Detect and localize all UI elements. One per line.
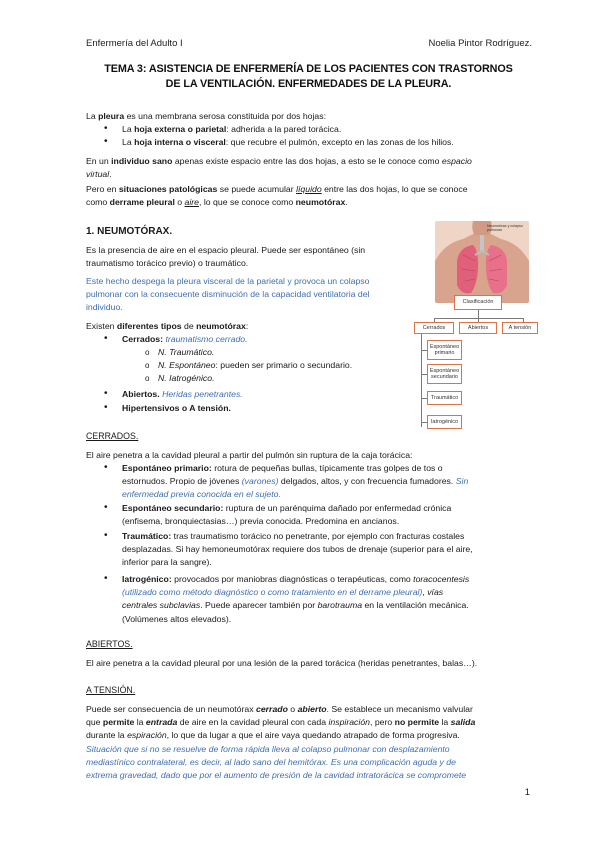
header-course: Enfermería del Adulto I (86, 38, 183, 49)
title-line-1: TEMA 3: ASISTENCIA DE ENFERMERÍA DE LOS PACIENTES CON TRASTORNOS (104, 63, 513, 75)
abiertos-text: El aire penetra a la cavidad pleural por una lesión de la pared torácica (heridas penetrantes, balas…). (86, 658, 478, 668)
cerrados-iatrogenico: Iatrogénico: provocados por maniobras diagnósticas o terapéuticas, como toracocentesis (utilizado como método diagnóstico o como tratamiento en el derrame pleural), vías centrales subclavias. Puede aparecer también por barotrauma en la ventilación mecánica. (Volúmenes altos elevados). (122, 574, 470, 624)
sub-bullet-circle: o (145, 361, 150, 370)
bullet-dot: • (104, 388, 108, 399)
connector (421, 334, 422, 427)
cerrados-espontaneo-secundario: Espontáneo secundario: ruptura de un parénquima dañado por enfermedad crónica (enfisema, bronquiectasias…) previa conocida. Predomina en ancianos. (122, 503, 452, 527)
heading-tension: A TENSIÓN. (86, 685, 136, 695)
intro-paragraph-1: La pleura es una membrana serosa constituida por dos hojas: (86, 111, 327, 121)
neumotorax-blue-note: Este hecho despega la pleura visceral de la parietal y provoca un colapso pulmonar con la consecuente disminución de la capacidad ventilatoria del individuo. (86, 276, 370, 313)
diagram-root: Clasificación (454, 295, 502, 310)
bullet-dot: • (104, 333, 108, 344)
type-cerrados: Cerrados: traumatismo cerrado. (122, 334, 248, 344)
lung-anatomy-image (435, 221, 529, 303)
bullet-dot: • (104, 502, 108, 513)
heading-abiertos: ABIERTOS. (86, 639, 133, 649)
neumotorax-definition: Es la presencia de aire en el espacio pleural. Puede ser espontáneo (sin traumatismo torácico previo) o traumático. (86, 245, 366, 269)
bullet-dot: • (104, 402, 108, 413)
subtype-iatrogenico: N. Iatrogénico. (158, 373, 215, 383)
cerrados-intro: El aire penetra a la cavidad pleural a partir del pulmón sin ruptura de la caja torácica: (86, 450, 413, 460)
bullet-dot: • (104, 123, 108, 134)
type-hipertensivos: Hipertensivos o A tensión. (122, 403, 231, 413)
diagram-espontaneo-primario: Espontáneo primario (427, 340, 462, 360)
intro-paragraph-2: En un individuo sano apenas existe espacio entre las dos hojas, a esto se le conoce como espacio virtual. (86, 156, 472, 180)
bullet-dot: • (104, 530, 108, 541)
tension-blue-note: Situación que si no se resuelve de forma rápida lleva al colapso pulmonar con desplazamiento mediastínico contralateral, es decir, al lado sano del hemitórax. Es una complicación aguda y de extrema gravedad, dado que por el aumento de presión de la cavidad intratorácica se compromete (86, 744, 467, 781)
intro-paragraph-3: Pero en situaciones patológicas se puede acumular líquido entre las dos hojas, lo que se conoce como derrame pleural o aire, lo que se conoce como neumotórax. (86, 184, 468, 208)
image-caption: Neumotórax y colapso pulmonar (487, 224, 523, 233)
section-heading-neumotorax: 1. NEUMOTÓRAX. (86, 226, 173, 237)
bullet-dot: • (104, 462, 108, 473)
intro-bullet-visceral: La hoja interna o visceral: que recubre el pulmón, excepto en las zonas de los hilios. (122, 137, 454, 147)
types-intro: Existen diferentes tipos de neumotórax: (86, 321, 249, 331)
diagram-traumatico: Traumático (427, 391, 462, 405)
diagram-iatrogenico: Iatrogénico (427, 415, 462, 429)
lung-illustration (435, 221, 529, 303)
diagram-abiertos: Abiertos (459, 322, 497, 334)
cerrados-traumatico: Traumático: tras traumatismo torácico no penetrante, por ejemplo con fracturas costales desplazadas. Si hay hemoneumotórax requiere dos tubos de drenaje (superior para el aire, inferior para la sangre). (122, 531, 473, 568)
heading-cerrados: CERRADOS. (86, 431, 139, 441)
tension-paragraph: Puede ser consecuencia de un neumotórax cerrado o abierto. Se establece un mecanismo valvular que permite la entrada de aire en la cavidad pleural con cada inspiración, pero no permite la salida durante la espiración, lo que da lugar a que el aire vaya quedando atrapado de forma progresiva. (86, 704, 476, 741)
subtype-traumatico: N. Traumático. (158, 347, 215, 357)
page-number: 1 (524, 787, 530, 798)
type-abiertos: Abiertos. Heridas penetrantes. (122, 389, 243, 399)
bullet-dot: • (104, 573, 108, 584)
header-author: Noelia Pintor Rodríguez. (428, 38, 532, 49)
cerrados-espontaneo-primario: Espontáneo primario: rotura de pequeñas bullas, típicamente tras golpes de tos o estornudos. Propio de jóvenes (varones) delgados, altos, y con frecuencia fumadores. Sin enfermedad previa conocida en el sujeto. (122, 463, 469, 500)
page-title (86, 62, 531, 92)
intro-bullet-parietal: La hoja externa o parietal: adherida a la pared torácica. (122, 124, 342, 134)
sub-bullet-circle: o (145, 374, 150, 383)
sub-bullet-circle: o (145, 348, 150, 357)
diagram-tension: A tensión (502, 322, 538, 334)
diagram-espontaneo-secundario: Espontáneo secundario (427, 364, 462, 384)
bullet-dot: • (104, 136, 108, 147)
diagram-cerrados: Cerrados (414, 322, 454, 334)
subtype-espontaneo: N. Espontáneo: pueden ser primario o secundario. (158, 360, 353, 370)
title-line-2: DE LA VENTILACIÓN. ENFERMEDADES DE LA PLEURA. (165, 78, 452, 90)
